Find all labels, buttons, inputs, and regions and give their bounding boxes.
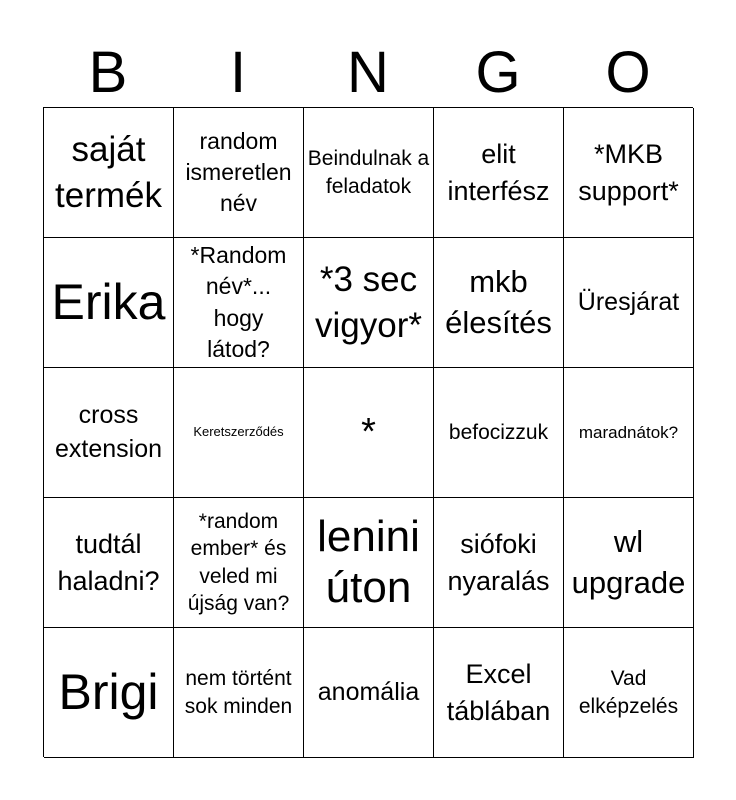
bingo-cell-r5-c3[interactable] [304, 628, 434, 758]
bingo-cell-r1-c1[interactable] [44, 108, 174, 238]
bingo-cell-r1-c5[interactable] [564, 108, 694, 238]
bingo-cell-r3-c4[interactable] [434, 368, 564, 498]
bingo-cell-r2-c3[interactable] [304, 238, 434, 368]
cell-text: Beindulnak a feladatok [307, 147, 430, 198]
header-letter-n: N [347, 40, 389, 105]
cell-text: *MKB support* [578, 139, 679, 206]
cell-text: Erika [51, 274, 166, 330]
bingo-cell-r4-c1[interactable] [44, 498, 174, 628]
bingo-cell-r4-c2[interactable] [174, 498, 304, 628]
cell-text: Keretszerződés [193, 424, 284, 440]
bingo-cell-r4-c5[interactable] [564, 498, 694, 628]
cell-text: wl upgrade [571, 524, 686, 600]
bingo-cell-r2-c4[interactable] [434, 238, 564, 368]
bingo-cell-r4-c3[interactable] [304, 498, 434, 628]
cell-text: siófoki nyaralás [447, 529, 550, 596]
bingo-cell-r3-c5[interactable] [564, 368, 694, 498]
cell-text: random ismeretlen név [185, 127, 292, 217]
header-letter-g: G [475, 40, 521, 105]
bingo-cell-r3-c1[interactable] [44, 368, 174, 498]
cell-text: nem történt sok minden [184, 667, 293, 718]
bingo-cell-r2-c2[interactable] [174, 238, 304, 368]
cell-text: *random ember* és veled mi újság van? [187, 509, 290, 615]
cell-text: Excel táblában [446, 659, 551, 726]
cell-text: mkb élesítés [445, 264, 552, 340]
bingo-cell-r1-c3[interactable] [304, 108, 434, 238]
cell-text: *3 sec vigyor* [315, 260, 422, 345]
header-letter-b: B [88, 40, 128, 105]
bingo-cell-r1-c2[interactable] [174, 108, 304, 238]
cell-text: maradnátok? [578, 422, 679, 442]
cell-text: anomália [317, 677, 420, 706]
header-letter-i: I [229, 40, 247, 105]
cell-text: lenini úton [317, 511, 420, 612]
cell-text: saját termék [55, 130, 162, 215]
bingo-cell-r1-c4[interactable] [434, 108, 564, 238]
bingo-cell-r5-c4[interactable] [434, 628, 564, 758]
cell-text: Brigi [58, 664, 159, 720]
cell-text: tudtál haladni? [57, 529, 160, 596]
bingo-cell-r3-c3[interactable] [304, 368, 434, 498]
cell-text: elit interfész [447, 139, 550, 206]
cell-text: Vad elképzelés [578, 667, 679, 718]
cell-text: Üresjárat [577, 287, 680, 316]
bingo-cell-r3-c2[interactable] [174, 368, 304, 498]
bingo-cell-r4-c4[interactable] [434, 498, 564, 628]
cell-text: *Random név*... hogy látod? [190, 242, 287, 362]
bingo-cell-r5-c2[interactable] [174, 628, 304, 758]
header-letter-o: O [605, 40, 651, 105]
bingo-cell-r2-c5[interactable] [564, 238, 694, 368]
cell-text: * [361, 410, 376, 453]
bingo-board [43, 107, 693, 757]
cell-text: cross extension [54, 400, 163, 463]
bingo-header [43, 40, 693, 106]
cell-text: befocizzuk [448, 420, 549, 444]
bingo-cell-r2-c1[interactable] [44, 238, 174, 368]
bingo-cell-r5-c1[interactable] [44, 628, 174, 758]
bingo-cell-r5-c5[interactable] [564, 628, 694, 758]
